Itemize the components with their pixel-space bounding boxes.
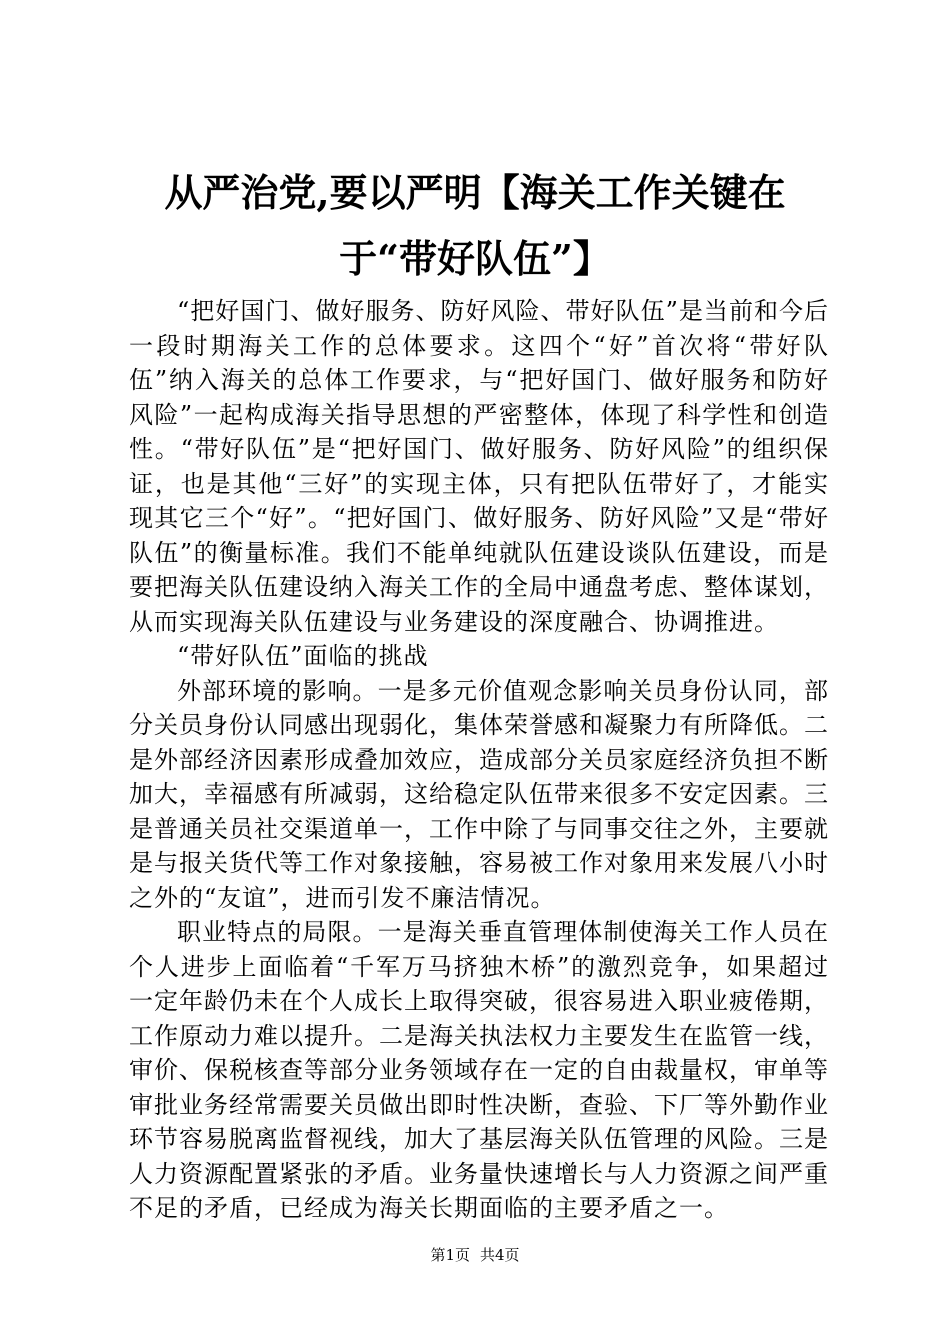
document-body: [129, 294, 829, 1226]
document-title: 从严治党,要以严明【海关工作关键在于“带好队伍”】: [164, 170, 786, 281]
section-heading-challenges: “带好队伍”面临的挑战: [177, 642, 429, 670]
page-total: 共4页: [480, 1246, 520, 1264]
page-footer: [0, 1245, 950, 1265]
page-number: 第1页: [430, 1246, 470, 1264]
paragraph-occupational-limits: 职业特点的局限。一是海关垂直管理体制使海关工作人员在个人进步上面临着“千军万马挤独木桥”的激烈竞争，如果超过一定年龄仍未在个人成长上取得突破，很容易进入职业疲倦期，工作原动力难以提升。二是海关执法权力主要发生在监管一线，审价、保税核查等部分业务领域存在一定的自由裁量权，审单等审批业务经常需要关员做出即时性决断，查验、下厂等外勤作业环节容易脱离监督视线，加大了基层海关队伍管理的风险。三是人力资源配置紧张的矛盾。业务量快速增长与人力资源之间严重不足的矛盾，已经成为海关长期面临的主要矛盾之一。: [129, 918, 829, 1222]
paragraph-intro: “把好国门、做好服务、防好风险、带好队伍”是当前和今后一段时期海关工作的总体要求。这四个“好”首次将“带好队伍”纳入海关的总体工作要求，与“把好国门、做好服务和防好风险”一起构成海关指导思想的严密整体，体现了科学性和创造性。“带好队伍”是“把好国门、做好服务、防好风险”的组织保证，也是其他“三好”的实现主体，只有把队伍带好了，才能实现其它三个“好”。“把好国门、做好服务、防好风险”又是“带好队伍”的衡量标准。我们不能单纯就队伍建设谈队伍建设，而是要把海关队伍建设纳入海关工作的全局中通盘考虑、整体谋划，从而实现海关队伍建设与业务建设的深度融合、协调推进。: [129, 297, 829, 636]
paragraph-external-environment: 外部环境的影响。一是多元价值观念影响关员身份认同，部分关员身份认同感出现弱化，集体荣誉感和凝聚力有所降低。二是外部经济因素形成叠加效应，造成部分关员家庭经济负担不断加大，幸福感有所减弱，这给稳定队伍带来很多不安定因素。三是普通关员社交渠道单一，工作中除了与同事交往之外，主要就是与报关货代等工作对象接触，容易被工作对象用来发展八小时之外的“友谊”，进而引发不廉洁情况。: [129, 676, 829, 912]
